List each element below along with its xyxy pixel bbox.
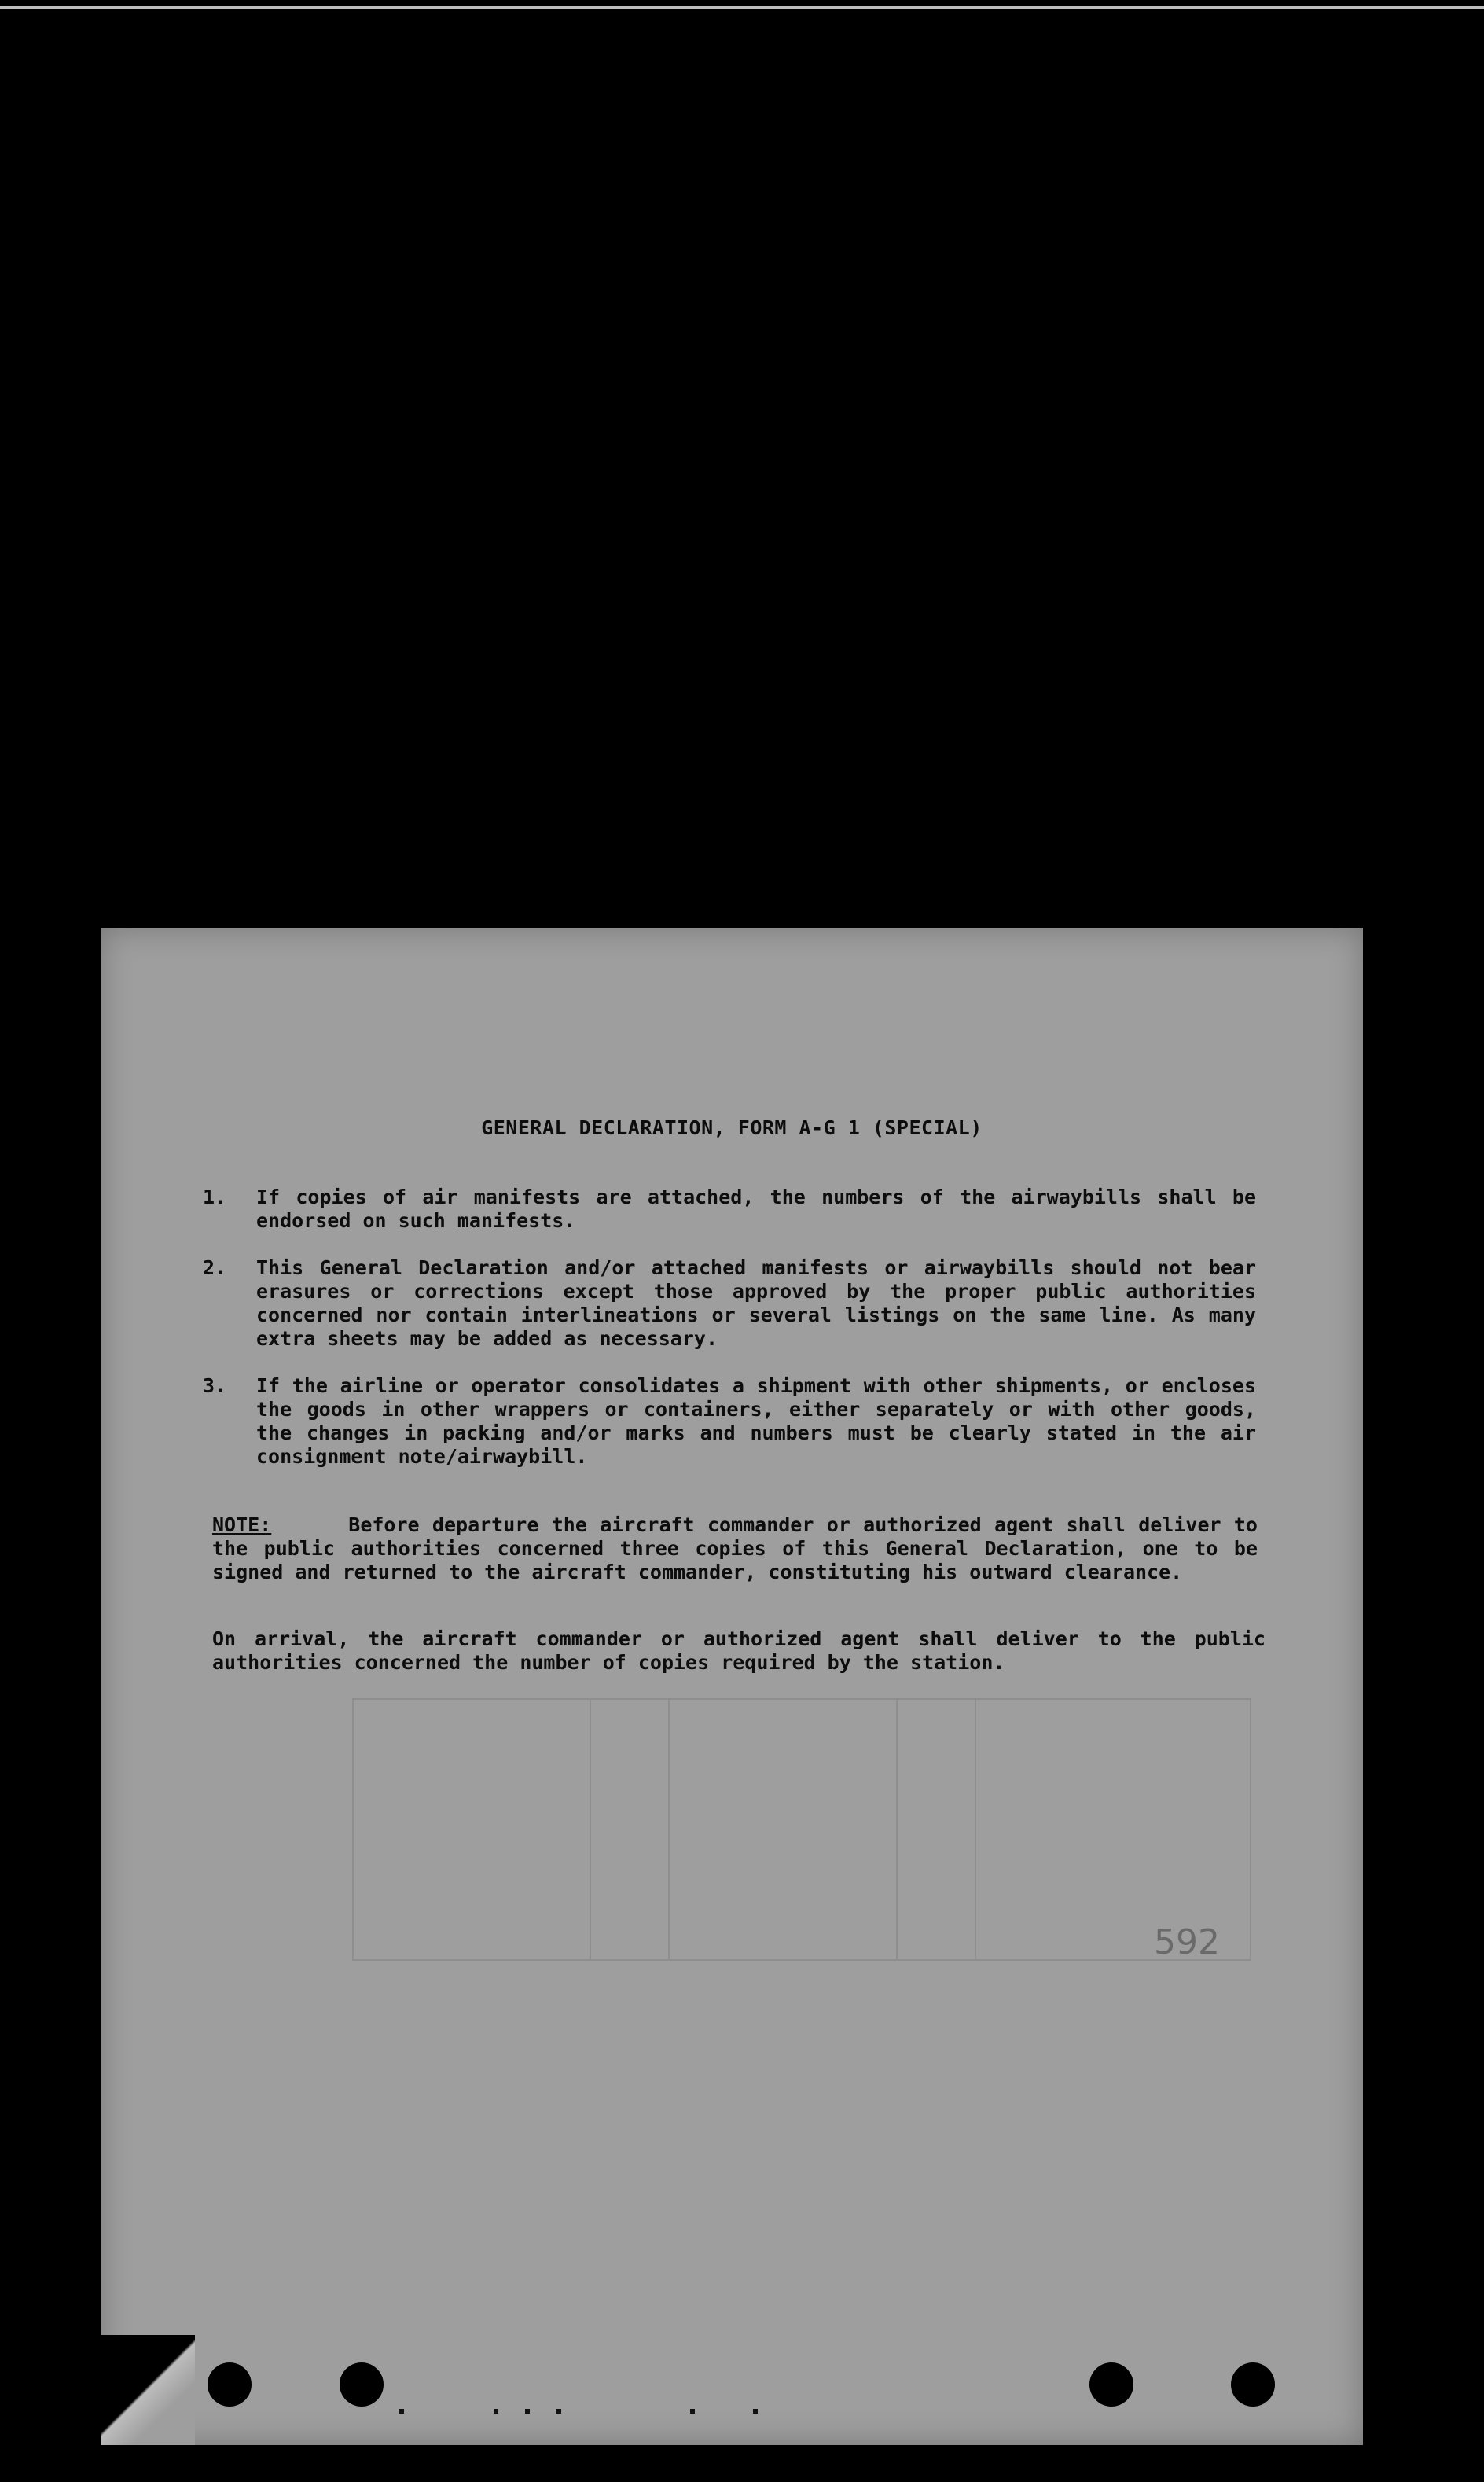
item-number: 1. xyxy=(203,1186,227,1208)
punch-hole xyxy=(340,2362,384,2407)
handwritten-number: 592 xyxy=(1154,1922,1220,1962)
folded-corner xyxy=(101,2335,195,2445)
note-paragraph xyxy=(212,1513,1258,1584)
scan-edge-line xyxy=(0,6,1484,9)
item-number: 3. xyxy=(203,1374,227,1397)
note-label: NOTE: xyxy=(212,1513,272,1536)
edge-marks xyxy=(391,2398,784,2414)
declaration-text xyxy=(101,928,1363,2445)
document-sheet xyxy=(101,928,1363,2445)
item-number: 2. xyxy=(203,1256,227,1279)
punch-hole xyxy=(1231,2362,1275,2407)
item-text: If the airline or operator consolidates a shipment with other shipments, or encloses the goods in other wrappers or containers, either separately or with other goods, the changes in packing and/or marks and numbers must be clearly stated in the air consignment note/airwaybill. xyxy=(256,1374,1256,1468)
punch-hole xyxy=(208,2362,252,2407)
item-text: This General Declaration and/or attached manifests or airwaybills should not bear erasures or corrections except those approved by the proper public authorities concerned nor contain interlineations or several listings on the same line. As many extra sheets may be added as necessary. xyxy=(256,1256,1256,1350)
note-text: Before departure the aircraft commander or authorized agent shall deliver to the public authorities concerned three copies of this General Declaration, one to be signed and returned to the aircraft commander, constituting his outward clearance. xyxy=(212,1513,1258,1583)
punch-hole xyxy=(1089,2362,1133,2407)
document-title: GENERAL DECLARATION, FORM A-G 1 (SPECIAL) xyxy=(481,1116,983,1139)
arrival-paragraph: On arrival, the aircraft commander or authorized agent shall deliver to the public authorities concerned the number of copies required by the station. xyxy=(212,1627,1265,1674)
item-text: If copies of air manifests are attached, the numbers of the airwaybills shall be endorsed on such manifests. xyxy=(256,1186,1256,1232)
